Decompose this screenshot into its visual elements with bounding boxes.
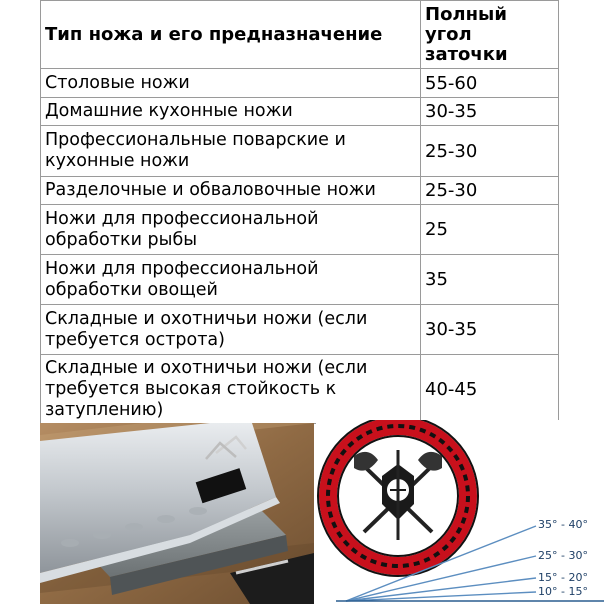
angle-cell: 30-35: [421, 305, 559, 355]
table-row: [41, 177, 559, 205]
table-row: [41, 255, 559, 305]
angle-line-10-15: [346, 592, 536, 601]
sharpening-angle-table: [40, 0, 559, 424]
knife-type-cell: Ножи для профессиональной обработки рыбы: [41, 205, 421, 255]
knife-on-whetstone-photo: [40, 423, 314, 604]
angle-label-15-20: 15° - 20°: [538, 571, 588, 584]
knife-type-cell: Ножи для профессиональной обработки овощей: [41, 255, 421, 305]
viking-axes-emblem: [318, 420, 478, 576]
angle-cell: 25-30: [421, 126, 559, 177]
table-row: [41, 355, 559, 424]
angle-cell: 55-60: [421, 69, 559, 98]
table-row: [41, 305, 559, 355]
table-header-row: [41, 1, 559, 69]
knife-type-cell: Столовые ножи: [41, 69, 421, 98]
angle-label-10-15: 10° - 15°: [538, 585, 588, 598]
table-row: [41, 69, 559, 98]
angle-label-25-30: 25° - 30°: [538, 549, 588, 562]
table-row: [41, 205, 559, 255]
angle-label-35-40: 35° - 40°: [538, 518, 588, 531]
emblem-and-angle-diagram: [316, 420, 604, 604]
knife-type-cell: Складные и охотничьи ножи (если требуется высокая стойкость к затуплению): [41, 355, 421, 424]
angle-diagram-svg: [316, 420, 604, 604]
knife-whetstone-illustration: [40, 423, 314, 604]
angle-cell: 40-45: [421, 355, 559, 424]
header-knife-type: Тип ножа и его предназначение: [41, 1, 421, 69]
angle-cell: 25-30: [421, 177, 559, 205]
header-full-angle: Полный угол заточки: [421, 1, 559, 69]
angle-cell: 30-35: [421, 98, 559, 126]
table-row: [41, 98, 559, 126]
angle-cell: 35: [421, 255, 559, 305]
angle-cell: 25: [421, 205, 559, 255]
knife-type-cell: Складные и охотничьи ножи (если требуется острота): [41, 305, 421, 355]
knife-type-cell: Разделочные и обваловочные ножи: [41, 177, 421, 205]
knife-type-cell: Домашние кухонные ножи: [41, 98, 421, 126]
knife-type-cell: Профессиональные поварские и кухонные ножи: [41, 126, 421, 177]
table-row: [41, 126, 559, 177]
